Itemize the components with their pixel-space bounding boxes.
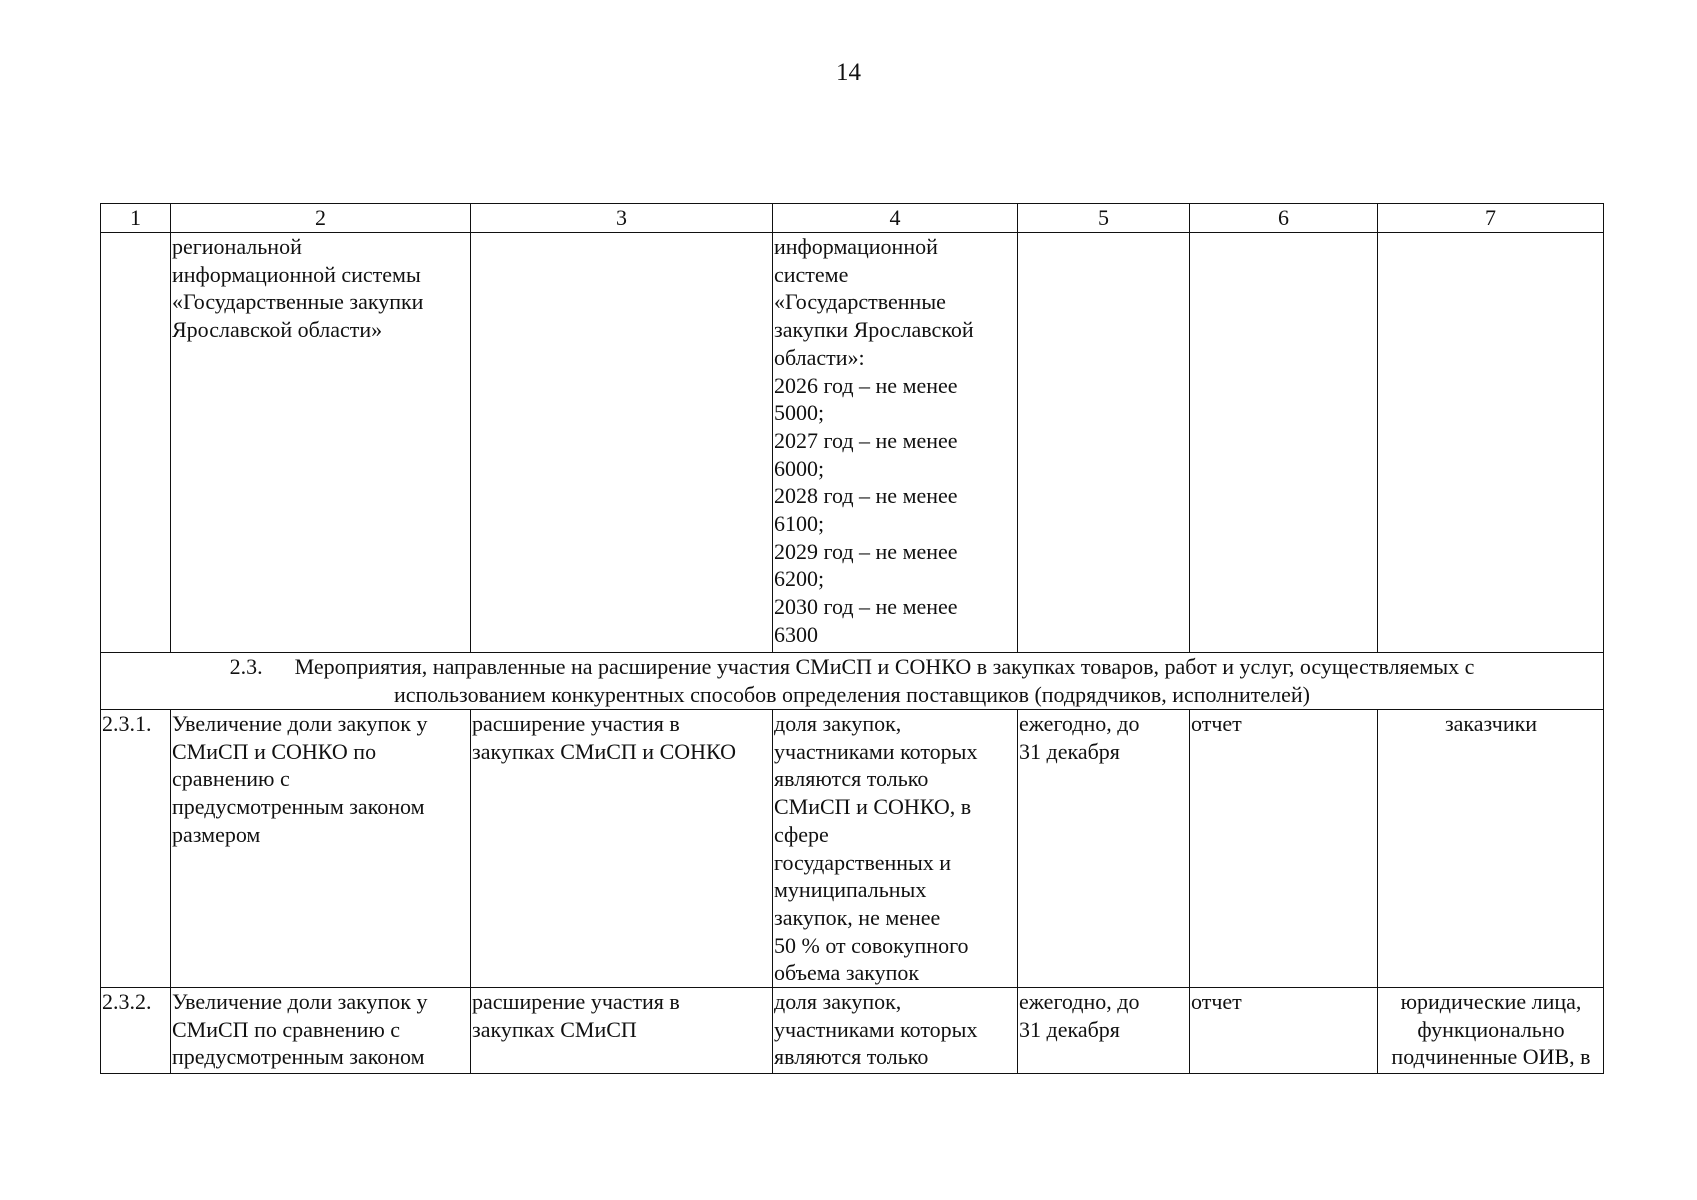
header-cell-7: 7 bbox=[1378, 204, 1604, 233]
continuation-row bbox=[101, 233, 1604, 653]
continuation-num-cell bbox=[101, 233, 171, 653]
row-executor: заказчики bbox=[1378, 710, 1604, 988]
row-form: отчет bbox=[1190, 710, 1378, 988]
continuation-name-cell: региональной информационной системы «Государственные закупки Ярославской области» bbox=[171, 233, 471, 653]
section-row bbox=[101, 653, 1604, 710]
table-row bbox=[101, 988, 1604, 1074]
row-form: отчет bbox=[1190, 988, 1378, 1074]
header-cell-3: 3 bbox=[471, 204, 773, 233]
section-heading bbox=[101, 653, 1604, 710]
table-row bbox=[101, 710, 1604, 988]
section-title-line2: использованием конкурентных способов определения поставщиков (подрядчиков, исполнителей) bbox=[394, 682, 1310, 707]
row-name: Увеличение доли закупок у СМиСП по сравнению с предусмотренным законом bbox=[171, 988, 471, 1074]
header-cell-2: 2 bbox=[171, 204, 471, 233]
row-number: 2.3.2. bbox=[101, 988, 171, 1074]
continuation-form-cell bbox=[1190, 233, 1378, 653]
header-cell-1: 1 bbox=[101, 204, 171, 233]
row-indicator: доля закупок, участниками которых являются только СМиСП и СОНКО, в сфере государственных и муниципальных закупок, не менее 50 % от совокупного объема закупок bbox=[773, 710, 1018, 988]
section-number: 2.3. bbox=[229, 654, 263, 679]
continuation-executor-cell bbox=[1378, 233, 1604, 653]
row-name: Увеличение доли закупок у СМиСП и СОНКО по сравнению с предусмотренным законом размером bbox=[171, 710, 471, 988]
table-header-row bbox=[101, 204, 1604, 233]
header-cell-5: 5 bbox=[1018, 204, 1190, 233]
row-result: расширение участия в закупках СМиСП и СОНКО bbox=[471, 710, 773, 988]
page-number: 14 bbox=[836, 59, 861, 86]
section-title-line1: Мероприятия, направленные на расширение участия СМиСП и СОНКО в закупках товаров, работ и услуг, осуществляемых с bbox=[294, 654, 1475, 679]
row-number: 2.3.1. bbox=[101, 710, 171, 988]
row-executor: юридические лица, функционально подчиненные ОИВ, в bbox=[1378, 988, 1604, 1074]
row-deadline: ежегодно, до 31 декабря bbox=[1018, 710, 1190, 988]
plan-table bbox=[100, 203, 1604, 1074]
row-result: расширение участия в закупках СМиСП bbox=[471, 988, 773, 1074]
continuation-result-cell bbox=[471, 233, 773, 653]
header-cell-6: 6 bbox=[1190, 204, 1378, 233]
row-deadline: ежегодно, до 31 декабря bbox=[1018, 988, 1190, 1074]
row-indicator: доля закупок, участниками которых являются только bbox=[773, 988, 1018, 1074]
header-cell-4: 4 bbox=[773, 204, 1018, 233]
continuation-deadline-cell bbox=[1018, 233, 1190, 653]
continuation-indicator-cell: информационной системе «Государственные закупки Ярославской области»: 2026 год – не менее 5000; 2027 год – не менее 6000; 2028 год – не менее 6100; 2029 год – не менее 6200; 2030 год – не менее 6300 bbox=[773, 233, 1018, 653]
